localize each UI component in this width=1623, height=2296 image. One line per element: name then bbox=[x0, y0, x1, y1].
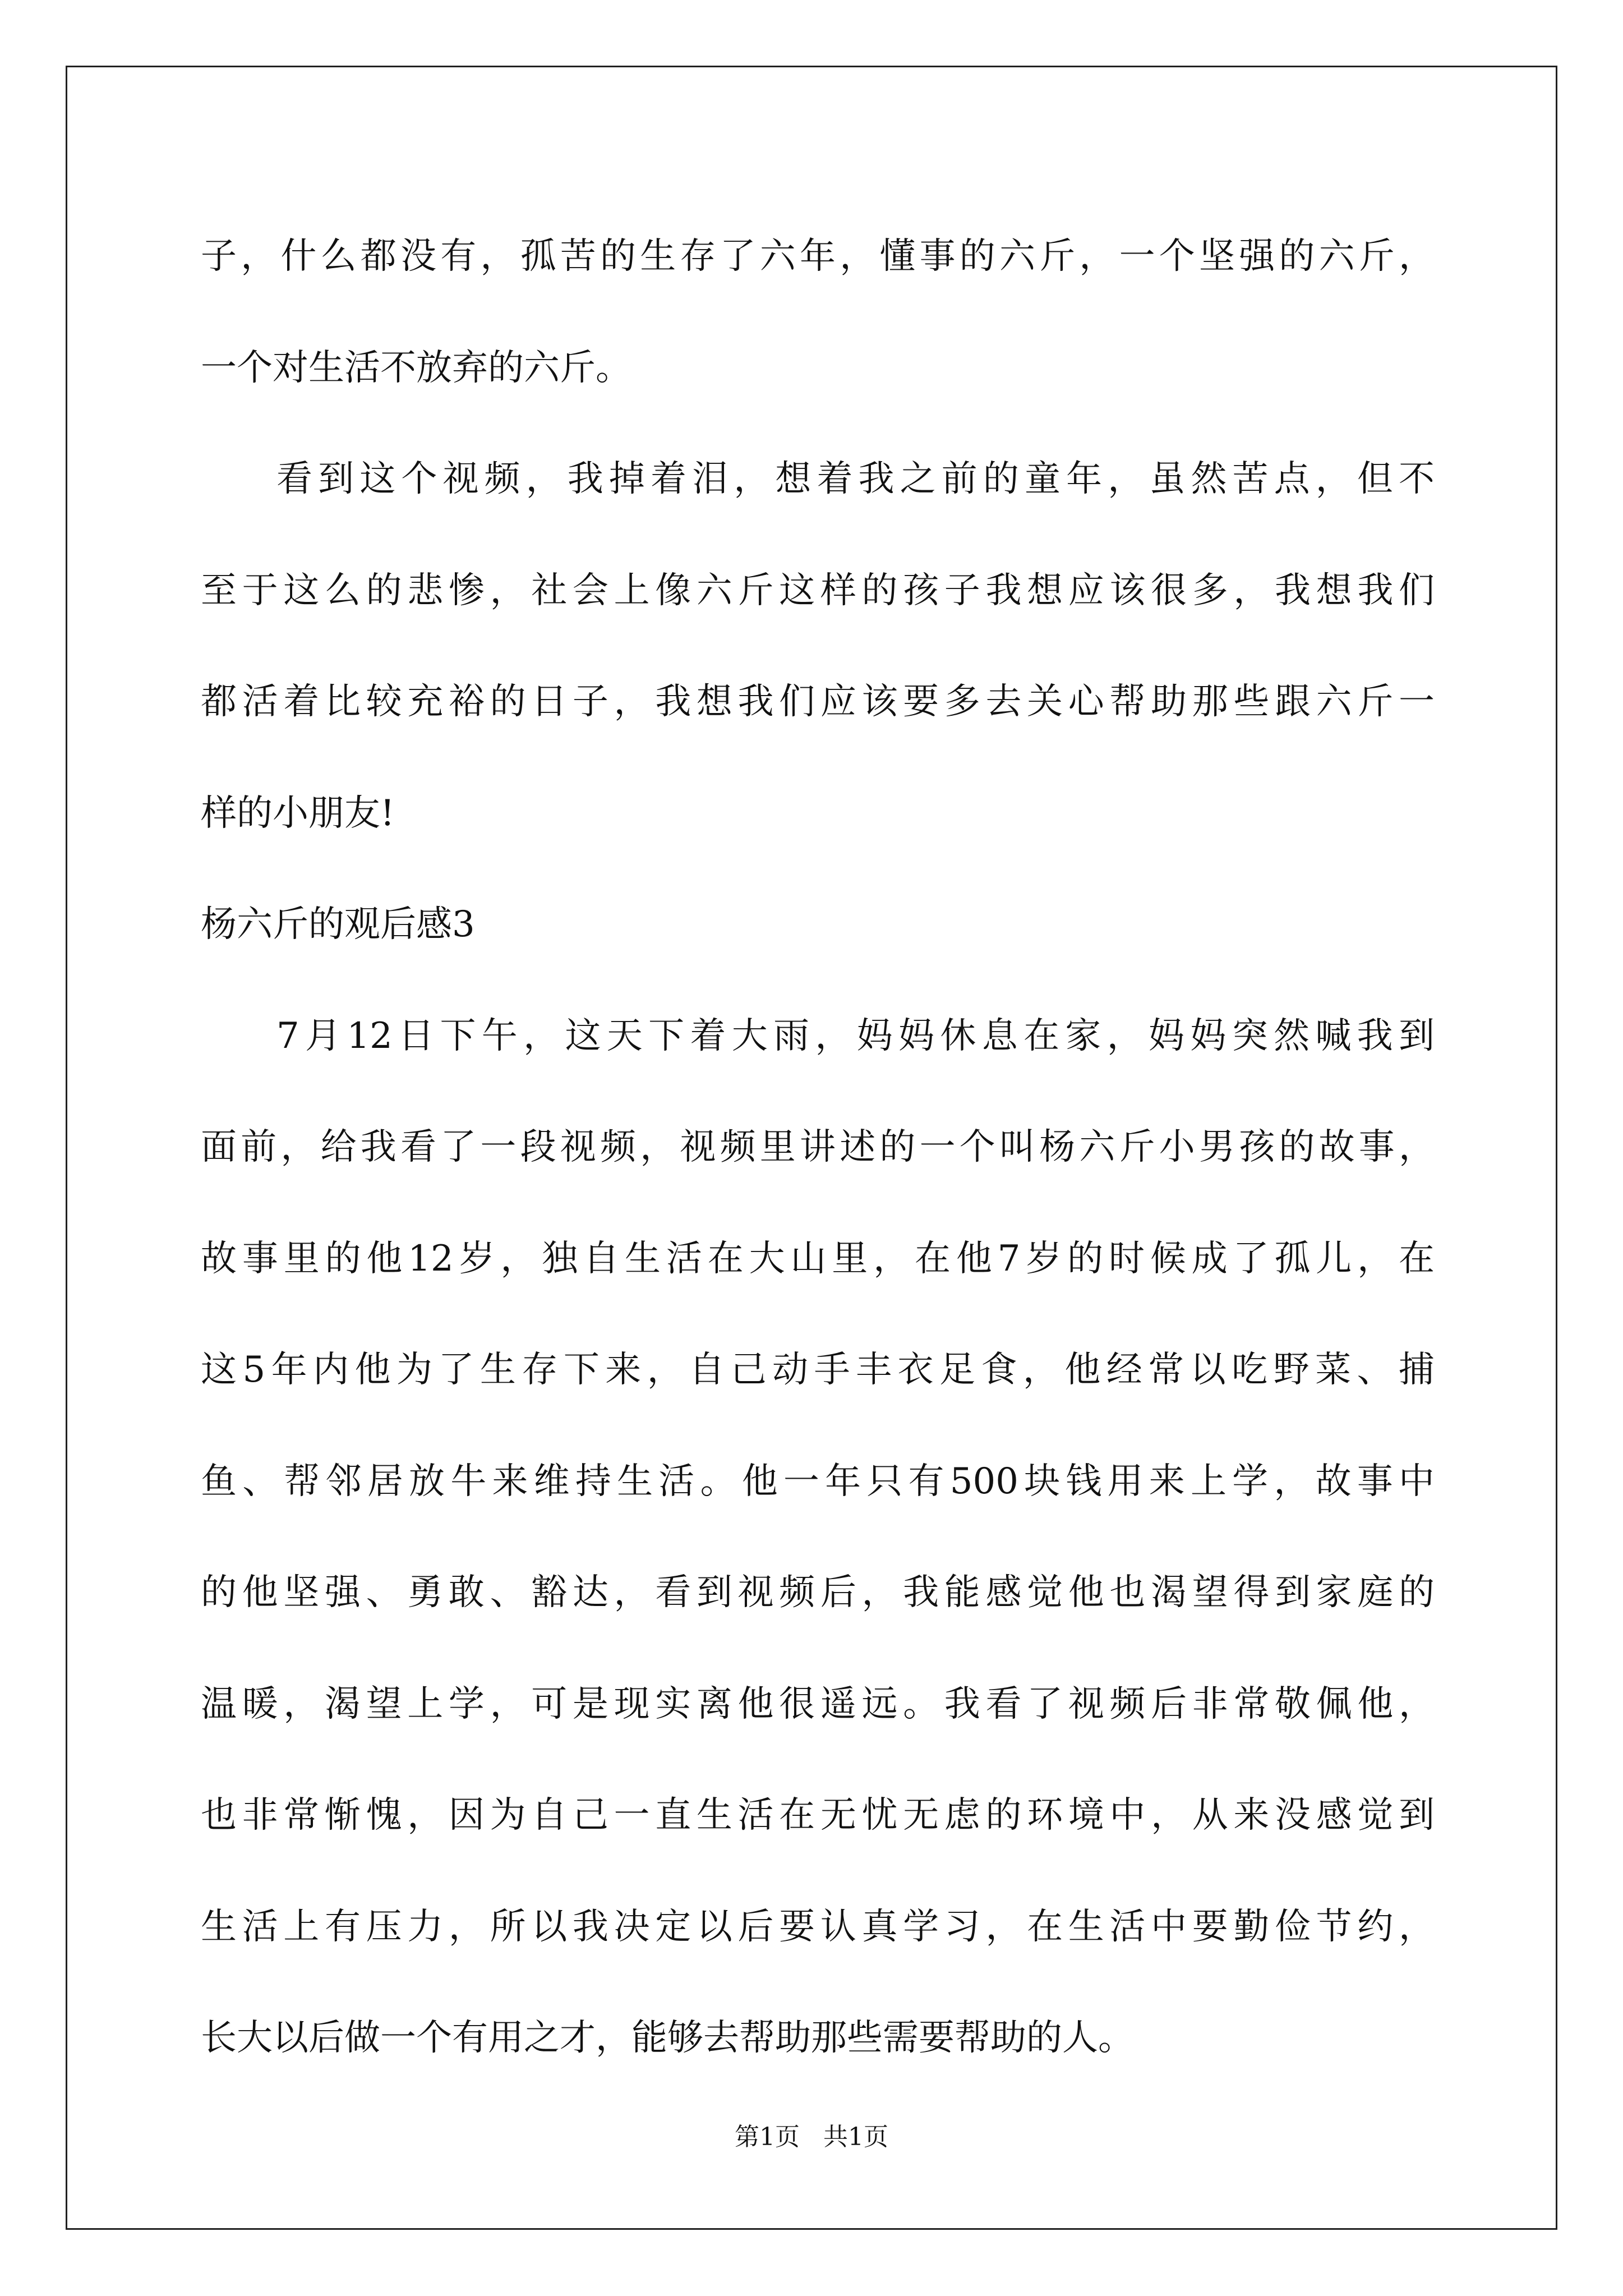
text-line: 至于这么的悲惨，社会上像六斤这样的孩子我想应该很多，我想我们 bbox=[201, 569, 1435, 611]
text-line: 也非常惭愧，因为自己一直生活在无忧无虑的环境中，从来没感觉到 bbox=[201, 1795, 1435, 1836]
page-number-footer: 第1页 共1页 bbox=[735, 2123, 888, 2151]
paragraph-first-line: 7月12日下午，这天下着大雨，妈妈休息在家，妈妈突然喊我到 bbox=[276, 1015, 1435, 1057]
section-heading: 杨六斤的观后感3 bbox=[201, 904, 475, 945]
text-line: 的他坚强、勇敢、豁达，看到视频后，我能感觉他也渴望得到家庭的 bbox=[201, 1572, 1435, 1613]
text-line: 故事里的他12岁，独自生活在大山里，在他7岁的时候成了孤儿，在 bbox=[201, 1237, 1435, 1280]
document-body bbox=[201, 201, 1435, 2094]
paragraph-first-line: 看到这个视频，我掉着泪，想着我之前的童年，虽然苦点，但不 bbox=[276, 458, 1435, 500]
text-line: 长大以后做一个有用之才，能够去帮助那些需要帮助的人。 bbox=[201, 2017, 1134, 2059]
text-line: 面前，给我看了一段视频，视频里讲述的一个叫杨六斤小男孩的故事， bbox=[201, 1126, 1435, 1168]
text-line: 生活上有压力，所以我决定以后要认真学习，在生活中要勤俭节约， bbox=[201, 1906, 1435, 1948]
text-line: 温暖，渴望上学，可是现实离他很遥远。我看了视频后非常敬佩他， bbox=[201, 1683, 1435, 1725]
text-line: 样的小朋友! bbox=[201, 792, 395, 834]
text-line: 都活着比较充裕的日子，我想我们应该要多去关心帮助那些跟六斤一 bbox=[201, 681, 1435, 723]
text-line: 一个对生活不放弃的六斤。 bbox=[201, 347, 631, 389]
text-line: 子，什么都没有，孤苦的生存了六年，懂事的六斤，一个坚强的六斤， bbox=[201, 236, 1435, 277]
text-line: 鱼、帮邻居放牛来维持生活。他一年只有500块钱用来上学，故事中 bbox=[201, 1460, 1435, 1502]
text-line: 这5年内他为了生存下来，自己动手丰衣足食，他经常以吃野菜、捕 bbox=[201, 1349, 1435, 1391]
